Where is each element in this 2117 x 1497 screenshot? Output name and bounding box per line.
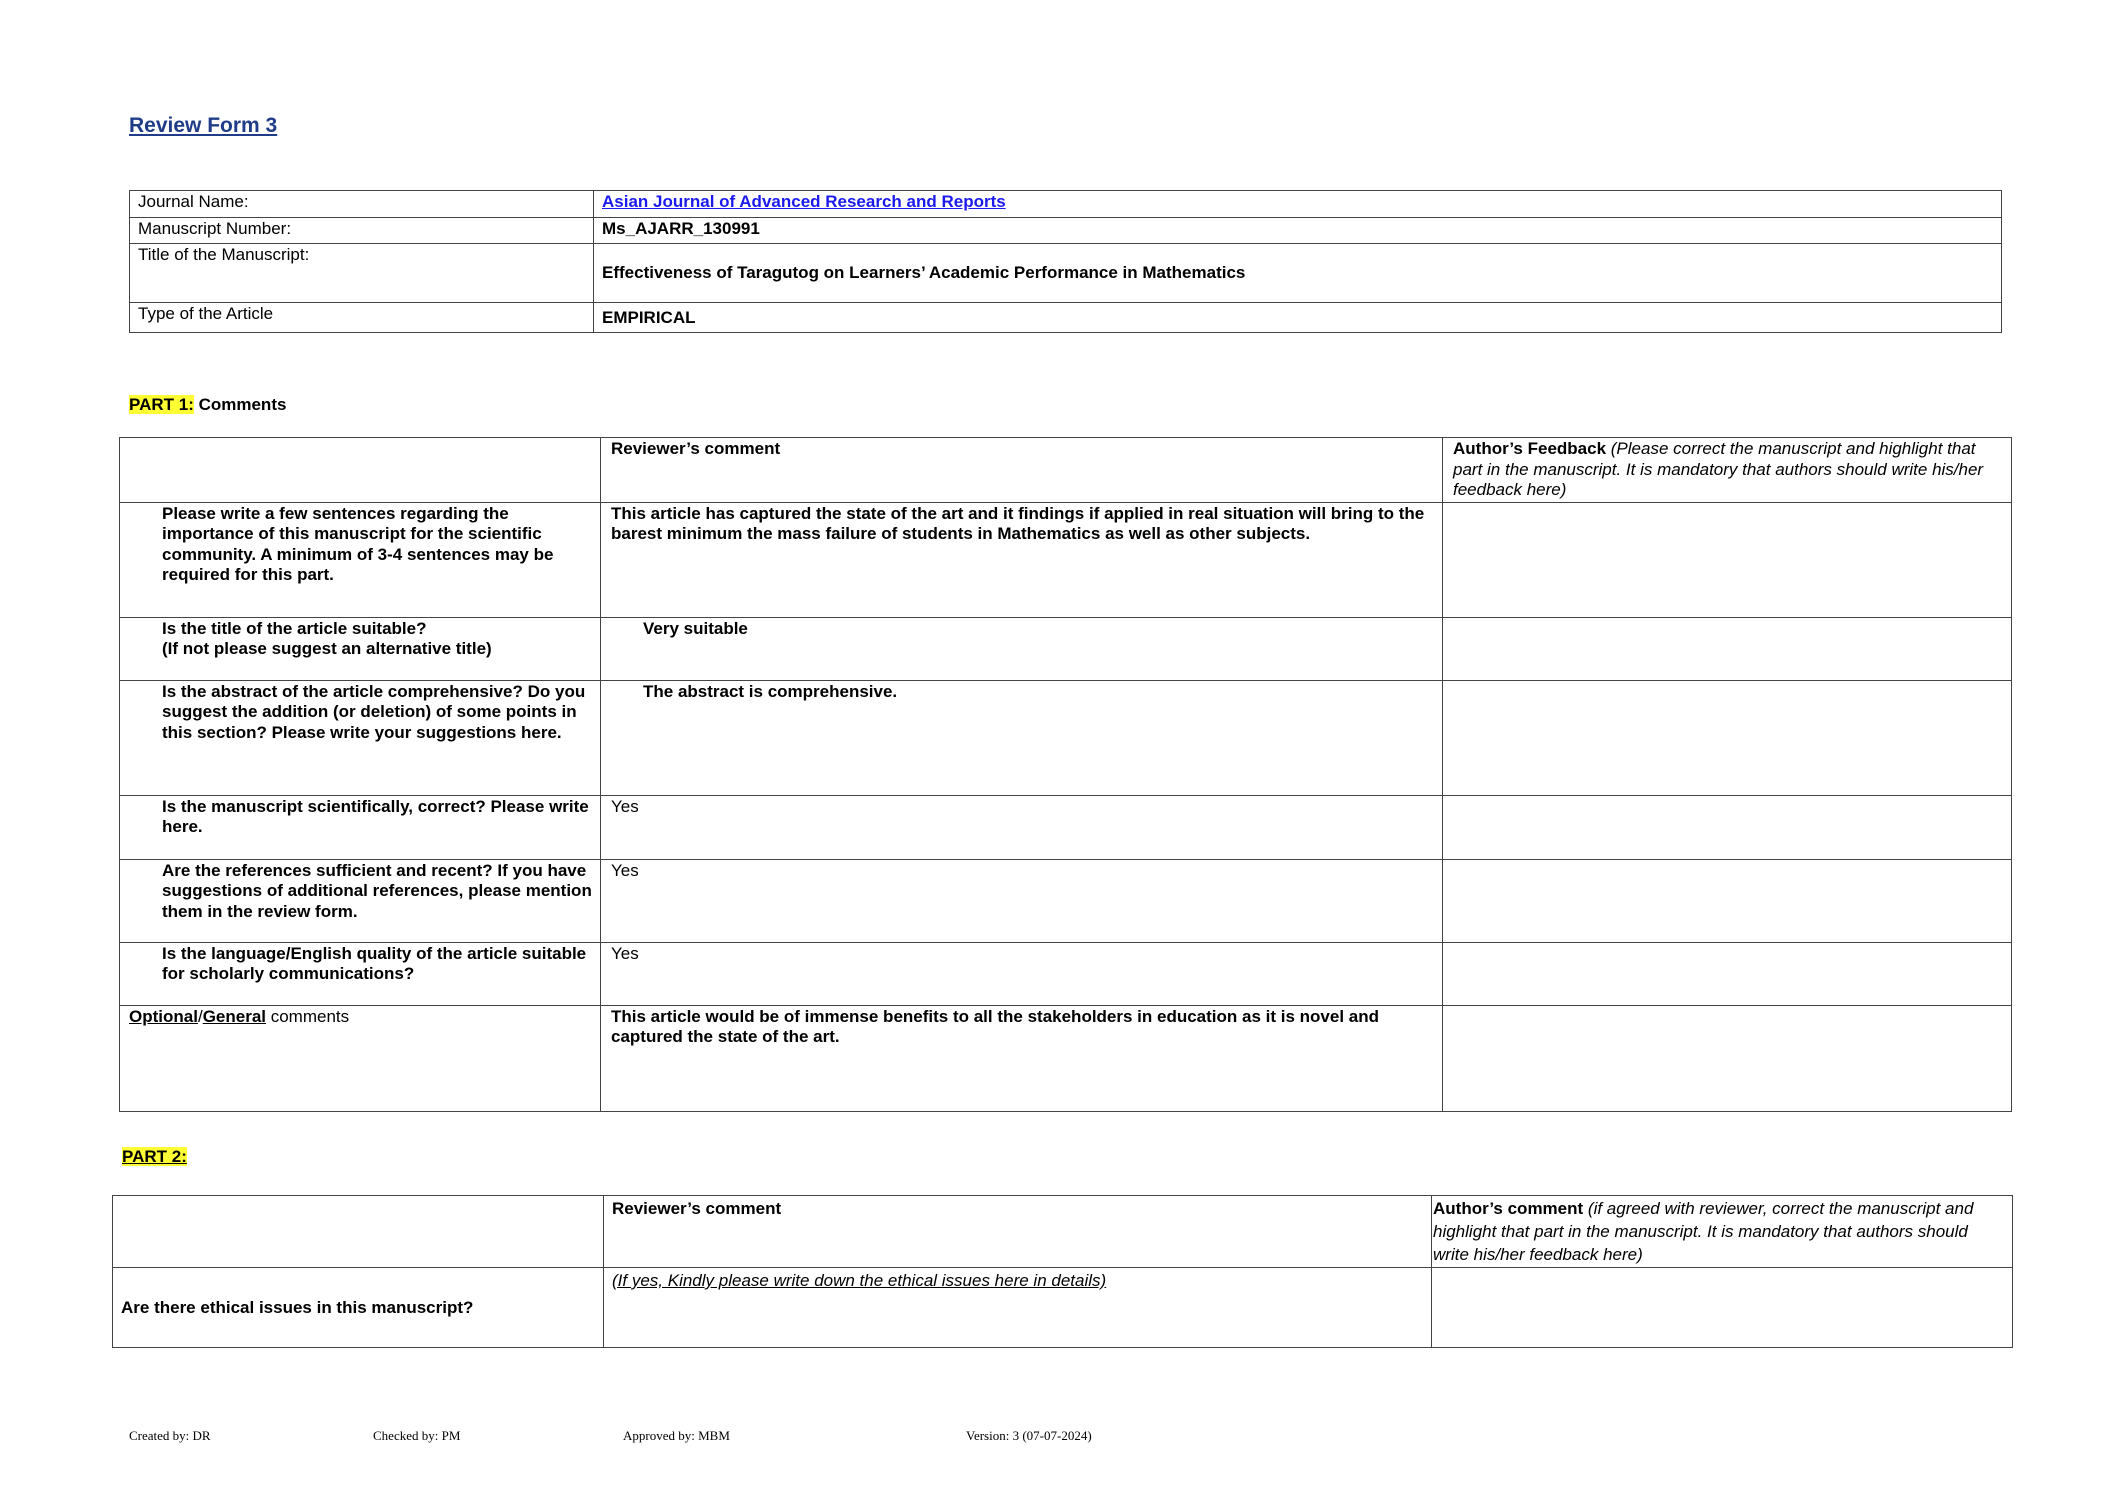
- part1-heading-text: Comments: [193, 395, 287, 414]
- table-row: [113, 1268, 2013, 1348]
- question-abstract: Is the abstract of the article comprehensive? Do you suggest the addition (or deletion) of some points in this section? Please write your suggestions here.: [120, 680, 601, 795]
- table-row: [120, 617, 2012, 680]
- author-feedback-cell[interactable]: [1443, 795, 2012, 859]
- footer-checked: Checked by: PM: [373, 1428, 461, 1443]
- footer-created: Created by: DR: [129, 1428, 211, 1443]
- part1-header-author: [1443, 438, 2012, 503]
- reviewer-comment-ethics[interactable]: [604, 1268, 1432, 1348]
- reviewer-comment-references: Yes: [601, 859, 1443, 942]
- author-feedback-cell[interactable]: [1443, 1005, 2012, 1111]
- author-comment-cell[interactable]: [1432, 1268, 2013, 1348]
- reviewer-comment-language: Yes: [601, 942, 1443, 1005]
- part1-header-row: [120, 438, 2012, 503]
- article-type-value: EMPIRICAL: [594, 303, 2002, 333]
- article-type-row: [130, 303, 2002, 333]
- optional-comments-row: [120, 1005, 2012, 1111]
- author-feedback-cell[interactable]: [1443, 859, 2012, 942]
- table-row: [120, 795, 2012, 859]
- reviewer-comment-optional: This article would be of immense benefits to all the stakeholders in education as it is novel and captured the state of the art.: [601, 1005, 1443, 1111]
- manuscript-number-label: Manuscript Number:: [130, 218, 594, 244]
- journal-link[interactable]: Asian Journal of Advanced Research and Reports: [602, 192, 1006, 211]
- author-feedback-cell[interactable]: [1443, 617, 2012, 680]
- reviewer-comment-scientific: Yes: [601, 795, 1443, 859]
- form-title: Review Form 3: [129, 114, 278, 137]
- journal-label: Journal Name:: [130, 191, 594, 218]
- manuscript-number-row: [130, 218, 2002, 244]
- part1-header-author-bold: Author’s Feedback: [1453, 439, 1607, 458]
- table-row: [120, 859, 2012, 942]
- manuscript-title-value: Effectiveness of Taragutog on Learners’ Academic Performance in Mathematics: [594, 244, 2002, 303]
- reviewer-comment-title: Very suitable: [601, 617, 1443, 680]
- journal-row: [130, 191, 2002, 218]
- part2-heading-highlight: PART 2:: [122, 1147, 187, 1166]
- reviewer-comment-importance: This article has captured the state of the art and it findings if applied in real situation will bring to the barest minimum the mass failure of students in Mathematics as well as other subjects.: [601, 502, 1443, 617]
- part1-comments-table: [119, 437, 2012, 1112]
- part2-header-author-bold: Author’s comment: [1433, 1199, 1584, 1218]
- optional-label-slash: /: [197, 1006, 203, 1026]
- footer-version: Version: 3 (07-07-2024): [966, 1428, 1092, 1443]
- question-title: Is the title of the article suitable? (If not please suggest an alternative title): [120, 617, 601, 680]
- part2-heading: [122, 1147, 187, 1167]
- table-row: [120, 942, 2012, 1005]
- reviewer-comment-abstract: The abstract is comprehensive.: [601, 680, 1443, 795]
- author-feedback-cell[interactable]: [1443, 502, 2012, 617]
- table-row: [120, 680, 2012, 795]
- question-importance: Please write a few sentences regarding the importance of this manuscript for the scientific community. A minimum of 3-4 sentences may be required for this part.: [120, 502, 601, 617]
- part1-header-author-note: (Please correct the manuscript and highlight that part in the manuscript. It is mandatory that authors should write his/her feedback here): [1453, 439, 1984, 499]
- optional-label-a: Optional: [129, 1006, 198, 1026]
- question-ethics: Are there ethical issues in this manuscript?: [113, 1268, 604, 1348]
- part1-heading: [129, 395, 286, 415]
- question-language: Is the language/English quality of the article suitable for scholarly communications?: [120, 942, 601, 1005]
- part2-header-author-note: (if agreed with reviewer, correct the manuscript and highlight that part in the manuscript. It is mandatory that authors should write his/her feedback here): [1433, 1199, 1974, 1264]
- manuscript-info-table: [129, 190, 2002, 333]
- ethics-hint: (If yes, Kindly please write down the ethical issues here in details): [612, 1271, 1107, 1290]
- author-feedback-cell[interactable]: [1443, 680, 2012, 795]
- part2-header-reviewer: Reviewer’s comment: [604, 1196, 1432, 1268]
- part2-header-author: [1432, 1196, 2013, 1268]
- article-type-label: Type of the Article: [130, 303, 594, 333]
- author-feedback-cell[interactable]: [1443, 942, 2012, 1005]
- question-references: Are the references sufficient and recent? If you have suggestions of additional references, please mention them in the review form.: [120, 859, 601, 942]
- optional-general-label: [120, 1005, 601, 1111]
- manuscript-number-value: Ms_AJARR_130991: [594, 218, 2002, 244]
- part1-header-empty: [120, 438, 601, 503]
- footer-approved: Approved by: MBM: [623, 1428, 730, 1443]
- manuscript-title-row: [130, 244, 2002, 303]
- part2-ethics-table: [112, 1195, 2013, 1348]
- part1-header-reviewer: Reviewer’s comment: [601, 438, 1443, 503]
- part2-header-empty: [113, 1196, 604, 1268]
- optional-label-rest: comments: [266, 1006, 350, 1026]
- manuscript-title-label: Title of the Manuscript:: [130, 244, 594, 303]
- question-scientific: Is the manuscript scientifically, correct? Please write here.: [120, 795, 601, 859]
- table-row: [120, 502, 2012, 617]
- optional-label-b: General: [202, 1006, 266, 1026]
- part2-header-row: [113, 1196, 2013, 1268]
- part1-heading-highlight: PART 1:: [129, 395, 194, 414]
